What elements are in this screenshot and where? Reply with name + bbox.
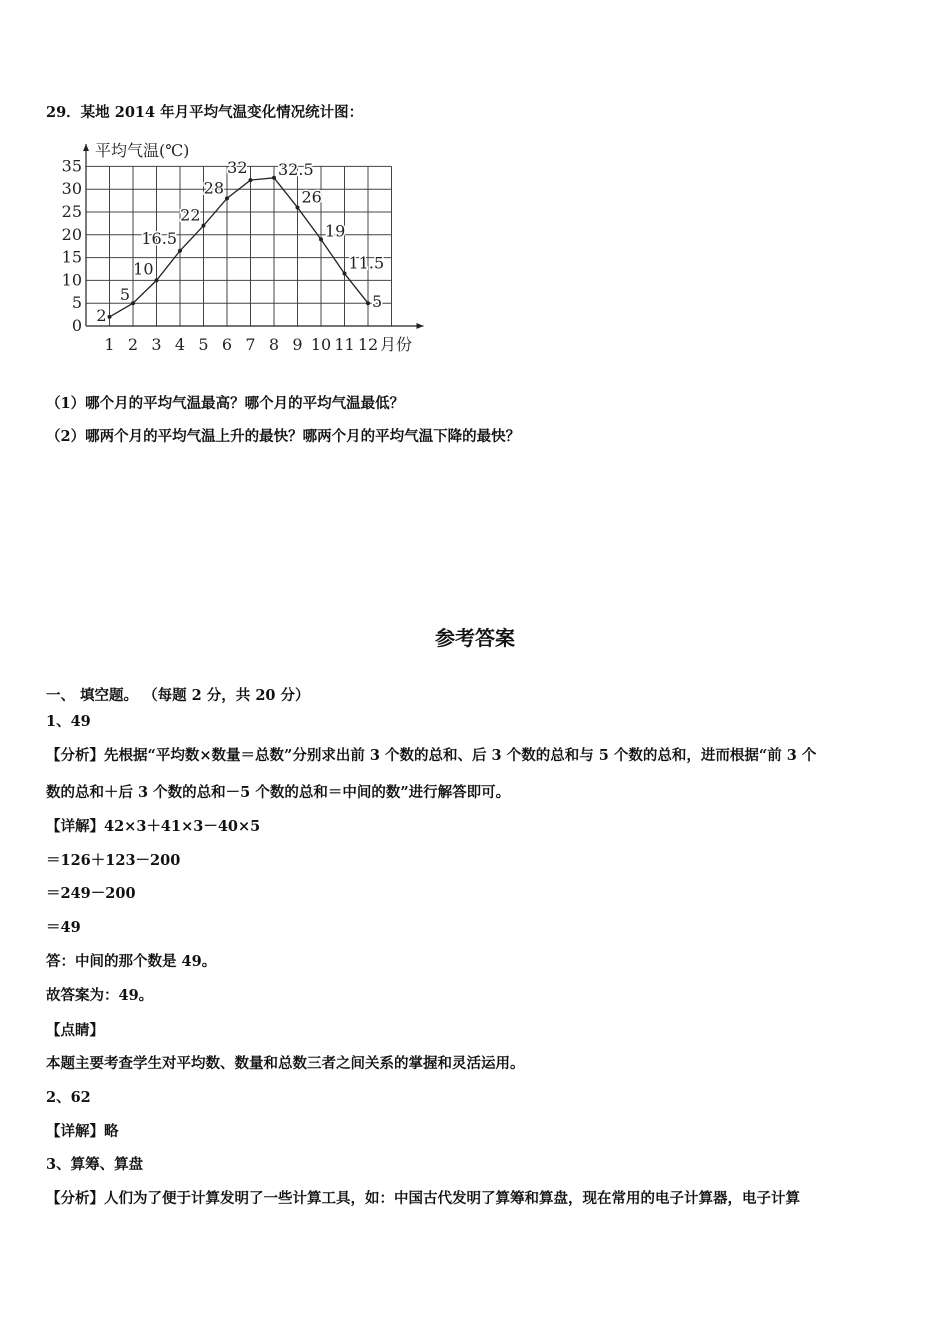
- y-tick-label: 25: [62, 202, 82, 221]
- answer-line: 【点睛】: [46, 1022, 104, 1039]
- sub-question-1: （1）哪个月的平均气温最高？哪个月的平均气温最低？: [46, 395, 405, 412]
- data-point: [155, 278, 159, 282]
- answer-line: 【分析】人们为了便于计算发明了一些计算工具，如：中国古代发明了算筹和算盘，现在常用的电子计算器，电子计算: [46, 1190, 800, 1207]
- answer-line: 故答案为：49。: [46, 987, 154, 1004]
- answer-line: 【详解】略: [46, 1123, 119, 1140]
- data-point: [178, 249, 182, 253]
- x-tick-label: 3: [151, 335, 162, 354]
- answer-line: 1、49: [46, 713, 91, 730]
- x-axis-arrow: [417, 323, 424, 329]
- x-tick-label: 12: [357, 335, 379, 354]
- data-label: 22: [180, 205, 201, 225]
- y-tick-label: 15: [62, 247, 82, 267]
- answers-heading: 参考答案: [435, 626, 515, 650]
- answer-line: 数的总和＋后 3 个数的总和－5 个数的总和＝中间的数”进行解答即可。: [46, 784, 511, 801]
- answer-line: 本题主要考查学生对平均数、数量和总数三者之间关系的掌握和灵活运用。: [46, 1055, 525, 1072]
- answer-line: 【详解】42×3＋41×3－40×5: [46, 818, 261, 835]
- y-axis-label: 平均气温(℃): [95, 141, 190, 160]
- y-tick-label: 10: [62, 270, 82, 290]
- data-label: 32: [227, 158, 248, 178]
- data-label: 28: [203, 178, 224, 198]
- y-tick-label: 0: [71, 316, 82, 335]
- question-title: 29．某地 2014 年月平均气温变化情况统计图：: [46, 104, 364, 121]
- x-tick-label: 11: [334, 335, 355, 354]
- data-point: [225, 196, 229, 200]
- answer-line: 【分析】先根据“平均数×数量＝总数”分别求出前 3 个数的总和、后 3 个数的总和与 5 个数的总和，进而根据“前 3 个: [46, 747, 817, 764]
- answer-line: 2、62: [46, 1089, 91, 1106]
- answer-line: 3、算筹、算盘: [46, 1156, 144, 1173]
- x-tick-label: 2: [127, 335, 139, 354]
- y-tick-label: 30: [62, 179, 82, 199]
- y-axis-arrow: [83, 144, 89, 151]
- data-label: 19: [325, 221, 346, 241]
- data-point: [202, 224, 206, 228]
- data-point: [343, 272, 347, 276]
- x-tick-label: 1: [104, 335, 115, 354]
- y-tick-label: 5: [71, 293, 82, 313]
- sub-question-2: （2）哪两个月的平均气温上升的最快？哪两个月的平均气温下降的最快？: [46, 428, 521, 445]
- answer-line: ＝49: [46, 919, 81, 936]
- data-label: 11.5: [348, 253, 385, 273]
- data-point: [249, 178, 253, 182]
- data-point: [319, 237, 323, 241]
- x-tick-label: 5: [198, 335, 209, 354]
- answer-line: ＝126＋123－200: [46, 852, 181, 869]
- data-label: 32.5: [278, 159, 314, 179]
- x-tick-label: 10: [310, 335, 332, 354]
- y-tick-label: 35: [62, 156, 82, 176]
- answer-line: 答：中间的那个数是 49。: [46, 953, 217, 970]
- x-axis-label: 月份: [380, 335, 413, 354]
- data-point: [366, 301, 370, 305]
- data-point: [296, 205, 300, 209]
- data-point: [131, 301, 135, 305]
- data-point: [108, 315, 112, 319]
- y-tick-label: 20: [62, 224, 82, 244]
- data-label: 5: [119, 285, 130, 305]
- x-tick-label: 6: [221, 335, 233, 354]
- x-tick-label: 7: [245, 335, 256, 354]
- data-label: 5: [372, 292, 383, 312]
- data-label: 16.5: [141, 228, 177, 248]
- x-tick-label: 8: [268, 335, 280, 354]
- x-tick-label: 9: [292, 335, 303, 354]
- data-label: 10: [133, 259, 154, 279]
- temperature-line-chart: [62, 136, 432, 361]
- data-point: [272, 176, 276, 180]
- answer-line: ＝249－200: [46, 885, 136, 902]
- x-tick-label: 4: [174, 335, 186, 354]
- data-label: 2: [96, 305, 107, 325]
- data-label: 26: [301, 187, 322, 207]
- section-heading: 一、 填空题。 （每题 2 分，共 20 分）: [46, 687, 310, 704]
